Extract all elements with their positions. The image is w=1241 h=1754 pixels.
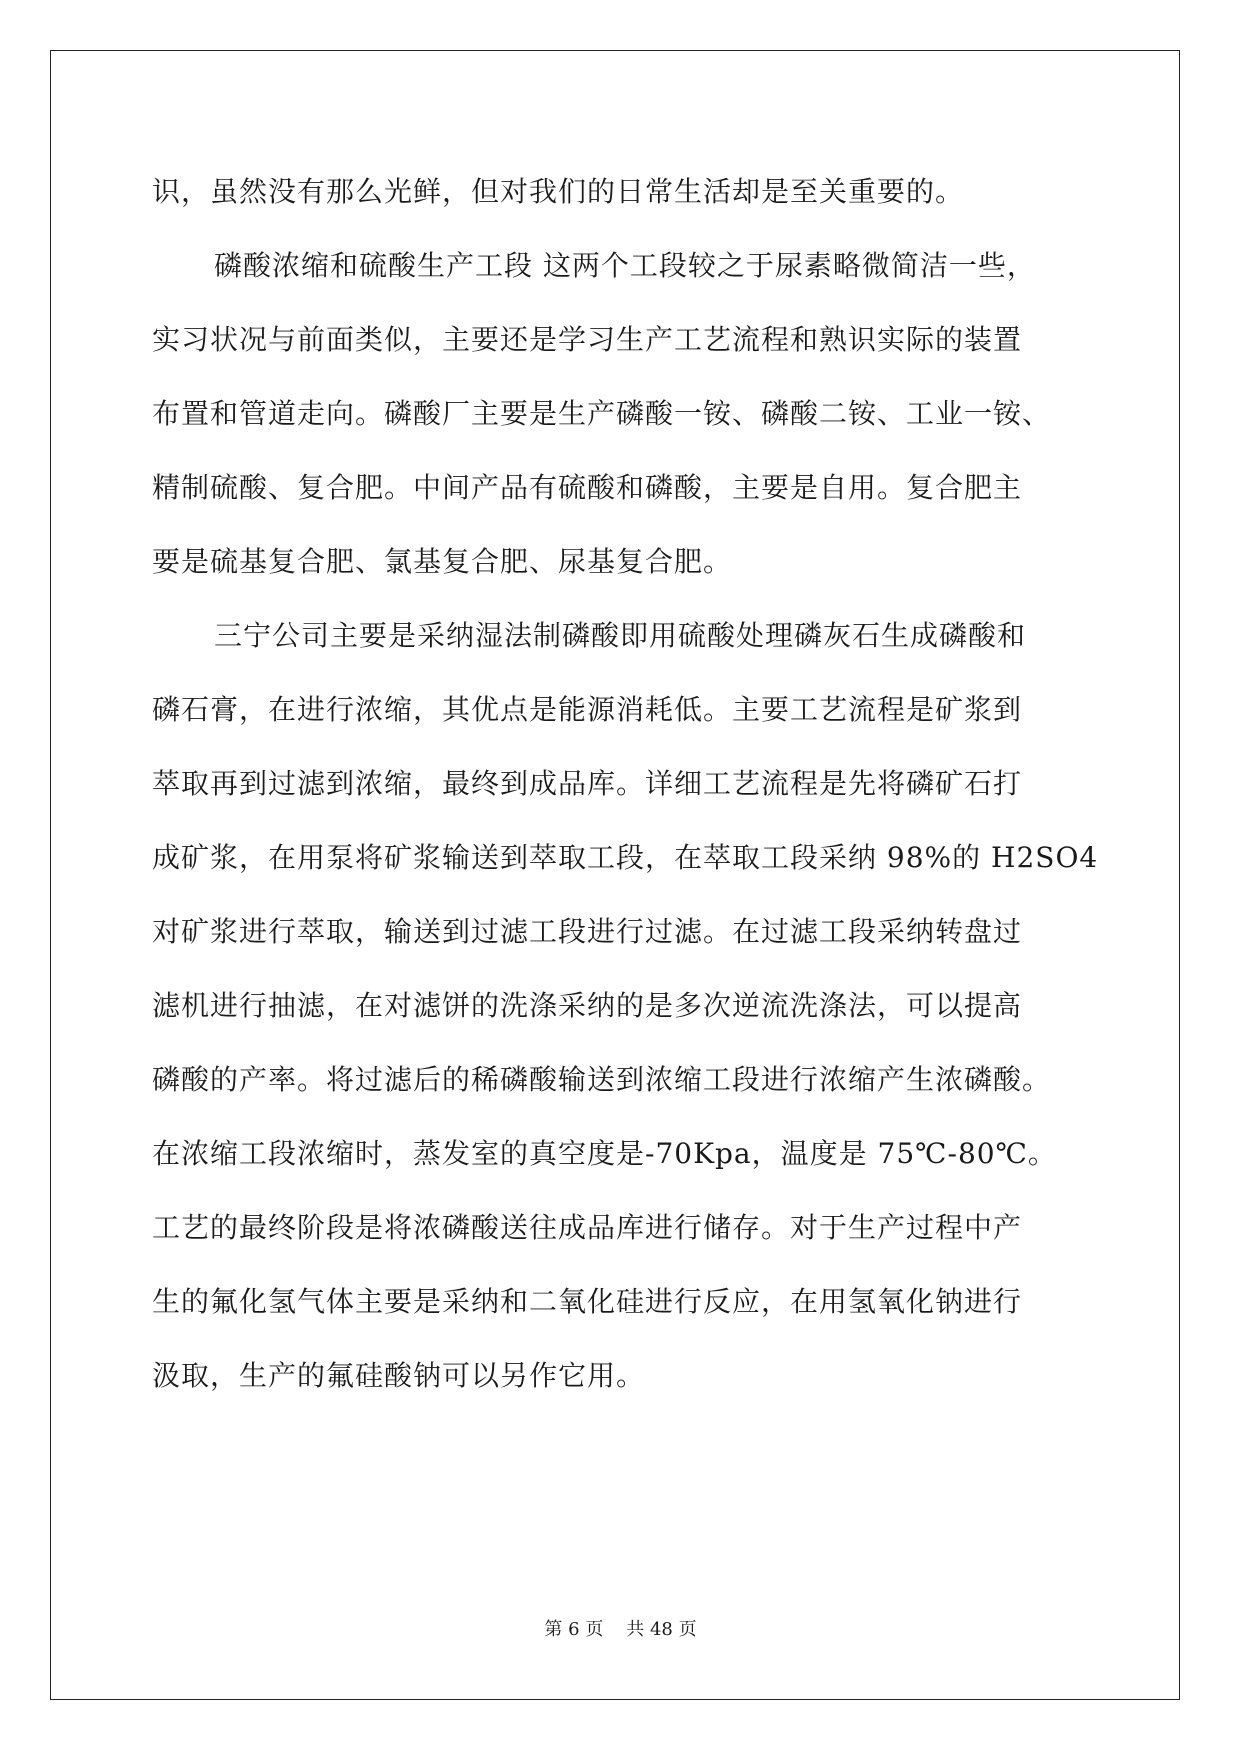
text-line: 实习状况与前面类似，主要还是学习生产工艺流程和熟识实际的装置 [152,323,1023,356]
text-line: 汲取，生产的氟硅酸钠可以另作它用。 [152,1359,646,1392]
document-body [152,155,1112,1413]
page-footer [0,1615,1241,1641]
text-line: 对矿浆进行萃取，输送到过滤工段进行过滤。在过滤工段采纳转盘过 [152,915,1023,948]
text-line: 磷石膏，在进行浓缩，其优点是能源消耗低。主要工艺流程是矿浆到 [152,693,1023,726]
text-line: 在浓缩工段浓缩时，蒸发室的真空度是-70Kpa，温度是 75℃-80℃。 [152,1137,1057,1170]
text-line: 工艺的最终阶段是将浓磷酸送往成品库进行储存。对于生产过程中产 [152,1211,1023,1244]
paragraph-start-line: 三宁公司主要是采纳湿法制磷酸即用硫酸处理磷灰石生成磷酸和 [214,619,1027,652]
text-line: 萃取再到过滤到浓缩，最终到成品库。详细工艺流程是先将磷矿石打 [152,767,1023,800]
text-line: 布置和管道走向。磷酸厂主要是生产磷酸一铵、磷酸二铵、工业一铵、 [152,397,1052,430]
page-number: 第 6 页 [544,1619,604,1640]
text-line: 识，虽然没有那么光鲜，但对我们的日常生活却是至关重要的。 [152,175,965,208]
text-line: 磷酸的产率。将过滤后的稀磷酸输送到浓缩工段进行浓缩产生浓磷酸。 [152,1063,1052,1096]
text-line: 滤机进行抽滤，在对滤饼的洗涤采纳的是多次逆流洗涤法，可以提高 [152,989,1023,1022]
text-line: 成矿浆，在用泵将矿浆输送到萃取工段，在萃取工段采纳 98%的 H2SO4 [152,841,1099,874]
text-line: 要是硫基复合肥、氯基复合肥、尿基复合肥。 [152,545,733,578]
text-line: 生的氟化氢气体主要是采纳和二氧化硅进行反应，在用氢氧化钠进行 [152,1285,1023,1318]
page-total: 共 48 页 [626,1619,697,1640]
paragraph-start-line: 磷酸浓缩和硫酸生产工段 这两个工段较之于尿素略微简洁一些， [214,249,1036,282]
text-line: 精制硫酸、复合肥。中间产品有硫酸和磷酸，主要是自用。复合肥主 [152,471,1023,504]
